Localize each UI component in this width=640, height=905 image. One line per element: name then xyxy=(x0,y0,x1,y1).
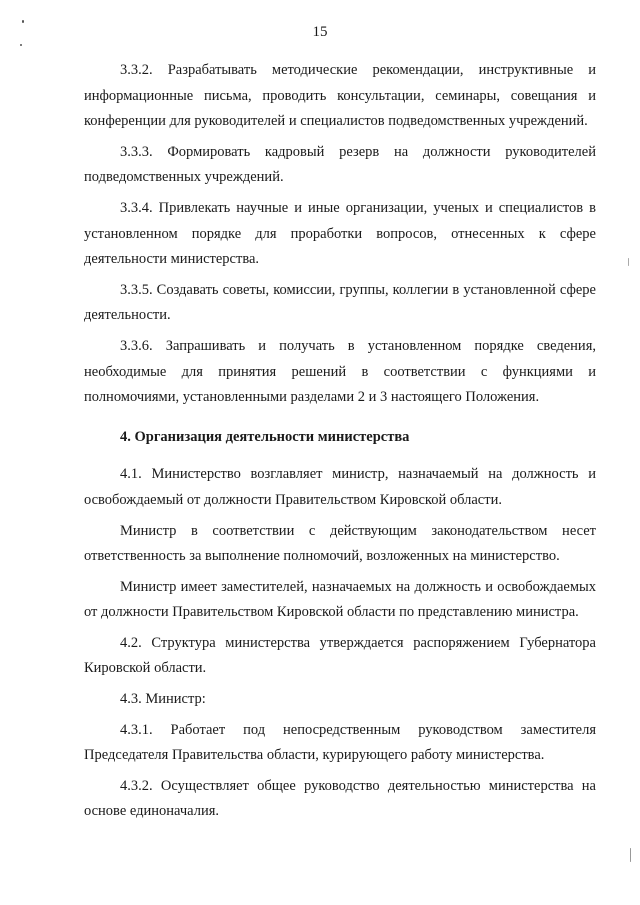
paragraph-4-3-2: 4.3.2. Осуществляет общее руководство деятельностью министерства на основе единоначалия. xyxy=(84,777,596,820)
scan-mark xyxy=(630,848,631,862)
paragraph-4-3: 4.3. Министр: xyxy=(120,691,206,708)
section-heading: 4. Организация деятельности министерства xyxy=(120,428,410,445)
paragraph-3-3-4: 3.3.4. Привлекать научные и иные организации, ученых и специалистов в установленном порядке для проработки вопросов, отнесенных к сфере деятельности министерства. xyxy=(84,199,596,268)
page-number: 15 xyxy=(312,24,328,40)
scan-mark xyxy=(22,20,24,23)
paragraph-3-3-2: 3.3.2. Разрабатывать методические рекомендации, инструктивные и информационные письма, проводить консультации, семинары, совещания и конференции для руководителей и специалистов подведомственных учреждений. xyxy=(84,62,596,130)
paragraph-3-3-6: 3.3.6. Запрашивать и получать в установленном порядке сведения, необходимые для принятия решений в соответствии с функциями и полномочиями, установленными разделами 2 и 3 настоящего Положения. xyxy=(84,337,596,406)
paragraph-4-1: 4.1. Министерство возглавляет министр, назначаемый на должность и освобождаемый от должности Правительством Кировской области. xyxy=(84,466,596,508)
scan-mark xyxy=(20,44,22,46)
paragraph-4-1-minister-responsibility: Министр в соответствии с действующим законодательством несет ответственность за выполнение полномочий, возложенных на министерство. xyxy=(84,522,596,565)
paragraph-4-3-1: 4.3.1. Работает под непосредственным руководством заместителя Председателя Правительства области, курирующего работу министерства. xyxy=(84,721,596,764)
paragraph-4-2: 4.2. Структура министерства утверждается распоряжением Губернатора Кировской области. xyxy=(84,634,596,677)
paragraph-3-3-3: 3.3.3. Формировать кадровый резерв на должности руководителей подведомственных учреждений. xyxy=(84,143,596,186)
paragraph-4-1-deputies: Министр имеет заместителей, назначаемых на должность и освобождаемых от должности Правительством Кировской области по представлению министра. xyxy=(84,578,596,621)
scan-mark xyxy=(628,258,629,266)
paragraph-3-3-5: 3.3.5. Создавать советы, комиссии, группы, коллегии в установленной сфере деятельности. xyxy=(84,281,596,324)
document-body xyxy=(84,58,596,825)
